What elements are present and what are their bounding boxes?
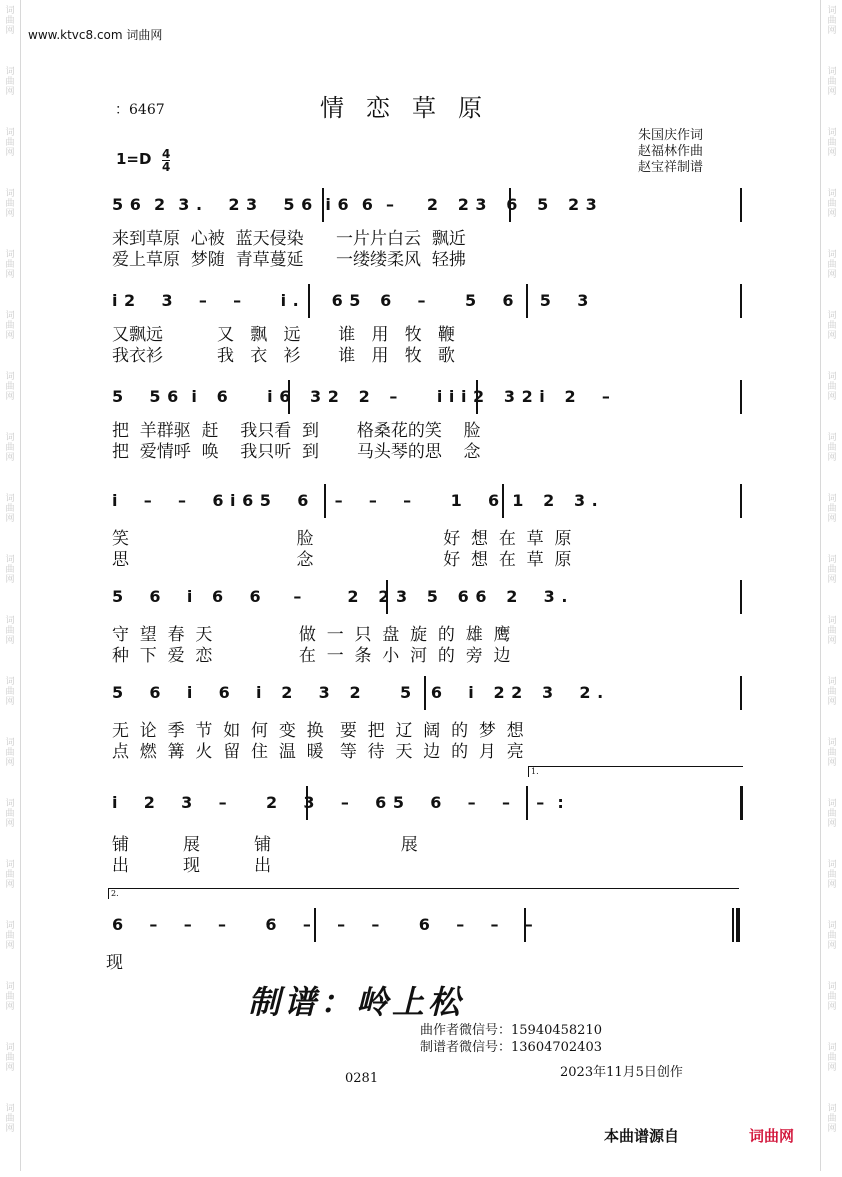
watermark-char: 词	[5, 372, 15, 382]
watermark-char: 词	[827, 616, 837, 626]
key-signature: 1=D	[116, 150, 152, 168]
watermark-gap	[0, 1012, 20, 1043]
watermark-char: 曲	[5, 321, 15, 331]
watermark-char: 曲	[827, 931, 837, 941]
notation-line: 6 – – – 6 – – – 6 – – –	[112, 915, 533, 934]
watermark-char: 词	[827, 1104, 837, 1114]
watermark-gap	[0, 951, 20, 982]
watermark-char: 词	[5, 189, 15, 199]
watermark-char: 网	[5, 331, 15, 341]
watermark-gap	[0, 768, 20, 799]
watermark-char: 网	[5, 819, 15, 829]
watermark-gap	[0, 219, 20, 250]
watermark-char: 词	[5, 494, 15, 504]
watermark-char: 词	[5, 128, 15, 138]
lyric-verse-1: 守 望 春 天 做 一 只 盘 旋 的 雄 鹰	[112, 625, 511, 645]
watermark-char: 词	[827, 921, 837, 931]
watermark-char: 网	[827, 636, 837, 646]
watermark-char: 曲	[5, 504, 15, 514]
watermark-char: 曲	[5, 16, 15, 26]
watermark-char: 网	[5, 1002, 15, 1012]
song-title: 情恋草原	[320, 94, 504, 122]
watermark-char: 曲	[827, 1114, 837, 1124]
watermark-char: 词	[827, 6, 837, 16]
watermark-char: 词	[827, 677, 837, 687]
watermark-gap	[822, 97, 842, 128]
composition-date: 2023年11月5日创作	[560, 1065, 683, 1080]
watermark-char: 曲	[827, 687, 837, 697]
watermark-gap	[0, 1073, 20, 1104]
watermark-char: 网	[827, 453, 837, 463]
watermark-gap	[0, 524, 20, 555]
watermark-gap	[822, 829, 842, 860]
watermark-char: 词	[5, 799, 15, 809]
watermark-char: 词	[5, 6, 15, 16]
watermark-gap	[0, 463, 20, 494]
score-row-7	[112, 786, 742, 876]
watermark-char: 词	[827, 372, 837, 382]
watermark-char: 网	[827, 941, 837, 951]
watermark-char: 曲	[5, 870, 15, 880]
watermark-char: 词	[5, 1043, 15, 1053]
watermark-char: 网	[5, 941, 15, 951]
watermark-char: 网	[827, 575, 837, 585]
watermark-char: 网	[5, 453, 15, 463]
left-watermark-column	[0, 6, 20, 1177]
watermark-char: 词	[827, 860, 837, 870]
watermark-char: 网	[5, 1063, 15, 1073]
barline	[740, 380, 742, 414]
watermark-char: 词	[827, 250, 837, 260]
lyricist-credit: 朱国庆作词	[638, 128, 704, 143]
wechat-contacts	[420, 1022, 602, 1056]
watermark-char: 曲	[5, 1114, 15, 1124]
watermark-gap	[822, 707, 842, 738]
watermark-char: 网	[827, 148, 837, 158]
score-row-2	[112, 284, 742, 366]
score-row-1	[112, 188, 742, 270]
watermark-char: 网	[827, 514, 837, 524]
repeat-end-barline	[740, 786, 743, 820]
second-ending-bracket	[108, 888, 739, 899]
watermark-char: 词	[827, 799, 837, 809]
watermark-char: 网	[5, 1124, 15, 1134]
watermark-gap	[0, 280, 20, 311]
watermark-gap	[0, 646, 20, 677]
watermark-char: 曲	[827, 382, 837, 392]
time-signature	[162, 148, 170, 173]
notation-line: i – – 6 i 6 5 6 – – – 1 6 1 2 3 .	[112, 491, 598, 510]
lyric-verse-1: 铺 展 铺 展	[112, 835, 418, 855]
lyric-verse-2: 种 下 爱 恋 在 一 条 小 河 的 旁 边	[112, 646, 511, 666]
score-row-8	[106, 908, 742, 973]
watermark-gap	[822, 341, 842, 372]
watermark-char: 词	[827, 433, 837, 443]
watermark-gap	[0, 890, 20, 921]
barline	[740, 484, 742, 518]
source-label: 本曲谱源自	[604, 1127, 680, 1145]
right-watermark-column	[822, 6, 842, 1177]
barline	[740, 580, 742, 614]
watermark-char: 曲	[5, 199, 15, 209]
score-row-6	[112, 676, 742, 762]
barline	[740, 284, 742, 318]
arranger-credit: 赵宝祥制谱	[638, 160, 704, 175]
watermark-gap	[822, 402, 842, 433]
lyric-verse-2: 出 现 出	[112, 856, 272, 876]
watermark-char: 曲	[827, 138, 837, 148]
lyric-verse-2: 爱上草原 梦随 青草蔓延 一缕缕柔风 轻拂	[112, 250, 466, 270]
watermark-char: 词	[827, 128, 837, 138]
song-number: ：6467	[115, 102, 165, 118]
watermark-char: 网	[5, 148, 15, 158]
watermark-char: 词	[827, 982, 837, 992]
lyric-verse-1: 又飘远 又 飘 远 谁 用 牧 鞭	[112, 325, 455, 345]
watermark-char: 词	[5, 677, 15, 687]
left-margin-rule	[20, 0, 21, 1171]
watermark-char: 词	[5, 555, 15, 565]
lyric-verse-1: 把 羊群驱 赶 我只看 到 格桑花的笑 脸	[112, 421, 481, 441]
watermark-char: 词	[827, 189, 837, 199]
watermark-char: 曲	[5, 565, 15, 575]
arranger-wechat: 制谱者微信号：13604702403	[420, 1040, 602, 1055]
watermark-gap	[822, 1134, 842, 1165]
watermark-char: 曲	[827, 870, 837, 880]
watermark-gap	[822, 36, 842, 67]
page-code: 0281	[345, 1071, 379, 1086]
watermark-gap	[822, 219, 842, 250]
composer-credit: 赵福林作曲	[638, 144, 704, 159]
lyric-verse-2: 思 念 好 想 在 草 原	[112, 550, 572, 570]
watermark-char: 词	[827, 1043, 837, 1053]
notation-line: 5 6 i 6 i 2 3 2 5 6 i 2 2 3 2 .	[112, 683, 604, 702]
notation-line: i 2 3 – 2 3 – 6 5 6 – – – :	[112, 793, 564, 812]
watermark-char: 网	[827, 87, 837, 97]
watermark-char: 曲	[827, 321, 837, 331]
lyric-verse-1: 笑 脸 好 想 在 草 原	[112, 529, 572, 549]
credits	[638, 128, 703, 176]
watermark-char: 曲	[5, 687, 15, 697]
watermark-char: 网	[5, 270, 15, 280]
watermark-char: 曲	[827, 77, 837, 87]
watermark-char: 网	[5, 758, 15, 768]
watermark-gap	[822, 890, 842, 921]
watermark-char: 网	[827, 270, 837, 280]
watermark-char: 曲	[5, 443, 15, 453]
watermark-char: 曲	[5, 992, 15, 1002]
watermark-char: 曲	[827, 748, 837, 758]
watermark-char: 网	[827, 1063, 837, 1073]
watermark-char: 网	[5, 880, 15, 890]
watermark-char: 网	[827, 331, 837, 341]
watermark-gap	[0, 585, 20, 616]
final-barline-thick	[736, 908, 740, 942]
watermark-gap	[822, 585, 842, 616]
watermark-char: 词	[5, 67, 15, 77]
watermark-char: 网	[827, 392, 837, 402]
watermark-gap	[0, 707, 20, 738]
watermark-char: 曲	[5, 77, 15, 87]
watermark-char: 网	[5, 575, 15, 585]
site-watermark: www.ktvc8.com 词曲网	[28, 28, 163, 42]
watermark-char: 词	[5, 1104, 15, 1114]
watermark-char: 网	[827, 26, 837, 36]
watermark-char: 曲	[827, 809, 837, 819]
score-row-5	[112, 580, 742, 666]
watermark-char: 网	[827, 819, 837, 829]
watermark-char: 词	[827, 67, 837, 77]
watermark-char: 曲	[5, 626, 15, 636]
watermark-char: 曲	[827, 992, 837, 1002]
watermark-char: 网	[827, 880, 837, 890]
watermark-gap	[0, 829, 20, 860]
lyric-verse-2: 我衣衫 我 衣 衫 谁 用 牧 歌	[112, 346, 455, 366]
watermark-gap	[822, 768, 842, 799]
watermark-char: 网	[5, 209, 15, 219]
right-margin-rule	[820, 0, 821, 1171]
watermark-gap	[0, 158, 20, 189]
watermark-gap	[822, 158, 842, 189]
watermark-char: 网	[5, 636, 15, 646]
lyric-verse-1: 无 论 季 节 如 何 变 换 要 把 辽 阔 的 梦 想	[112, 721, 524, 741]
watermark-char: 词	[5, 311, 15, 321]
watermark-char: 词	[827, 738, 837, 748]
watermark-char: 曲	[827, 626, 837, 636]
watermark-char: 曲	[5, 260, 15, 270]
watermark-gap	[0, 36, 20, 67]
watermark-char: 曲	[5, 748, 15, 758]
watermark-char: 曲	[827, 199, 837, 209]
watermark-char: 曲	[5, 809, 15, 819]
meter-bottom: 4	[162, 160, 171, 174]
meter-top: 4	[162, 147, 171, 161]
watermark-char: 曲	[827, 504, 837, 514]
composer-wechat: 曲作者微信号：15940458210	[420, 1023, 602, 1038]
lyric-verse-1: 现	[106, 953, 123, 973]
first-ending-bracket	[528, 766, 743, 777]
notation-line: 5 6 2 3 . 2 3 5 6 i 6 6 – 2 2 3 6 5 2 3	[112, 195, 597, 214]
watermark-char: 曲	[5, 382, 15, 392]
notation-line: i 2 3 – – i . 6 5 6 – 5 6 5 3	[112, 291, 589, 310]
watermark-char: 词	[5, 250, 15, 260]
watermark-char: 曲	[827, 16, 837, 26]
watermark-char: 曲	[5, 931, 15, 941]
watermark-gap	[0, 402, 20, 433]
final-barline-thin	[732, 908, 734, 942]
lyric-verse-2: 把 爱情呼 唤 我只听 到 马头琴的思 念	[112, 442, 481, 462]
watermark-char: 曲	[827, 443, 837, 453]
watermark-char: 网	[827, 209, 837, 219]
watermark-char: 曲	[827, 1053, 837, 1063]
watermark-char: 曲	[827, 565, 837, 575]
watermark-char: 词	[5, 616, 15, 626]
score-row-3	[112, 380, 742, 462]
watermark-gap	[0, 1134, 20, 1165]
notation-line: 5 5 6 i 6 i 6 3 2 2 – i i i 2 3 2 i 2 –	[112, 387, 610, 406]
watermark-char: 词	[5, 860, 15, 870]
watermark-char: 网	[827, 1124, 837, 1134]
watermark-char: 曲	[5, 138, 15, 148]
watermark-char: 词	[827, 555, 837, 565]
watermark-char: 曲	[827, 260, 837, 270]
watermark-char: 网	[827, 1002, 837, 1012]
watermark-char: 网	[827, 697, 837, 707]
volta-1-label: 1.	[531, 767, 539, 776]
watermark-char: 网	[5, 26, 15, 36]
watermark-char: 网	[5, 392, 15, 402]
volta-2-label: 2.	[111, 889, 119, 898]
watermark-gap	[0, 97, 20, 128]
watermark-char: 曲	[5, 1053, 15, 1063]
watermark-char: 网	[5, 87, 15, 97]
watermark-char: 词	[5, 982, 15, 992]
watermark-gap	[822, 951, 842, 982]
notation-line: 5 6 i 6 6 – 2 2 3 5 6 6 2 3 .	[112, 587, 568, 606]
watermark-gap	[822, 463, 842, 494]
score-row-4	[112, 484, 742, 570]
lyric-verse-2: 点 燃 篝 火 留 住 温 暖 等 待 天 边 的 月 亮	[112, 742, 524, 762]
watermark-gap	[822, 1012, 842, 1043]
watermark-gap	[822, 646, 842, 677]
watermark-char: 网	[827, 758, 837, 768]
watermark-char: 词	[827, 494, 837, 504]
watermark-gap	[822, 280, 842, 311]
barline	[740, 188, 742, 222]
watermark-gap	[0, 341, 20, 372]
watermark-char: 词	[5, 433, 15, 443]
watermark-char: 网	[5, 514, 15, 524]
lyric-verse-1: 来到草原 心被 蓝天侵染 一片片白云 飘近	[112, 229, 466, 249]
watermark-char: 词	[827, 311, 837, 321]
source-brand-link[interactable]: 词曲网	[749, 1127, 795, 1145]
barline	[740, 676, 742, 710]
watermark-char: 网	[5, 697, 15, 707]
watermark-gap	[822, 1073, 842, 1104]
arranger-signature: 制谱：岭上松	[248, 983, 465, 1021]
watermark-char: 词	[5, 738, 15, 748]
watermark-char: 词	[5, 921, 15, 931]
watermark-gap	[822, 524, 842, 555]
